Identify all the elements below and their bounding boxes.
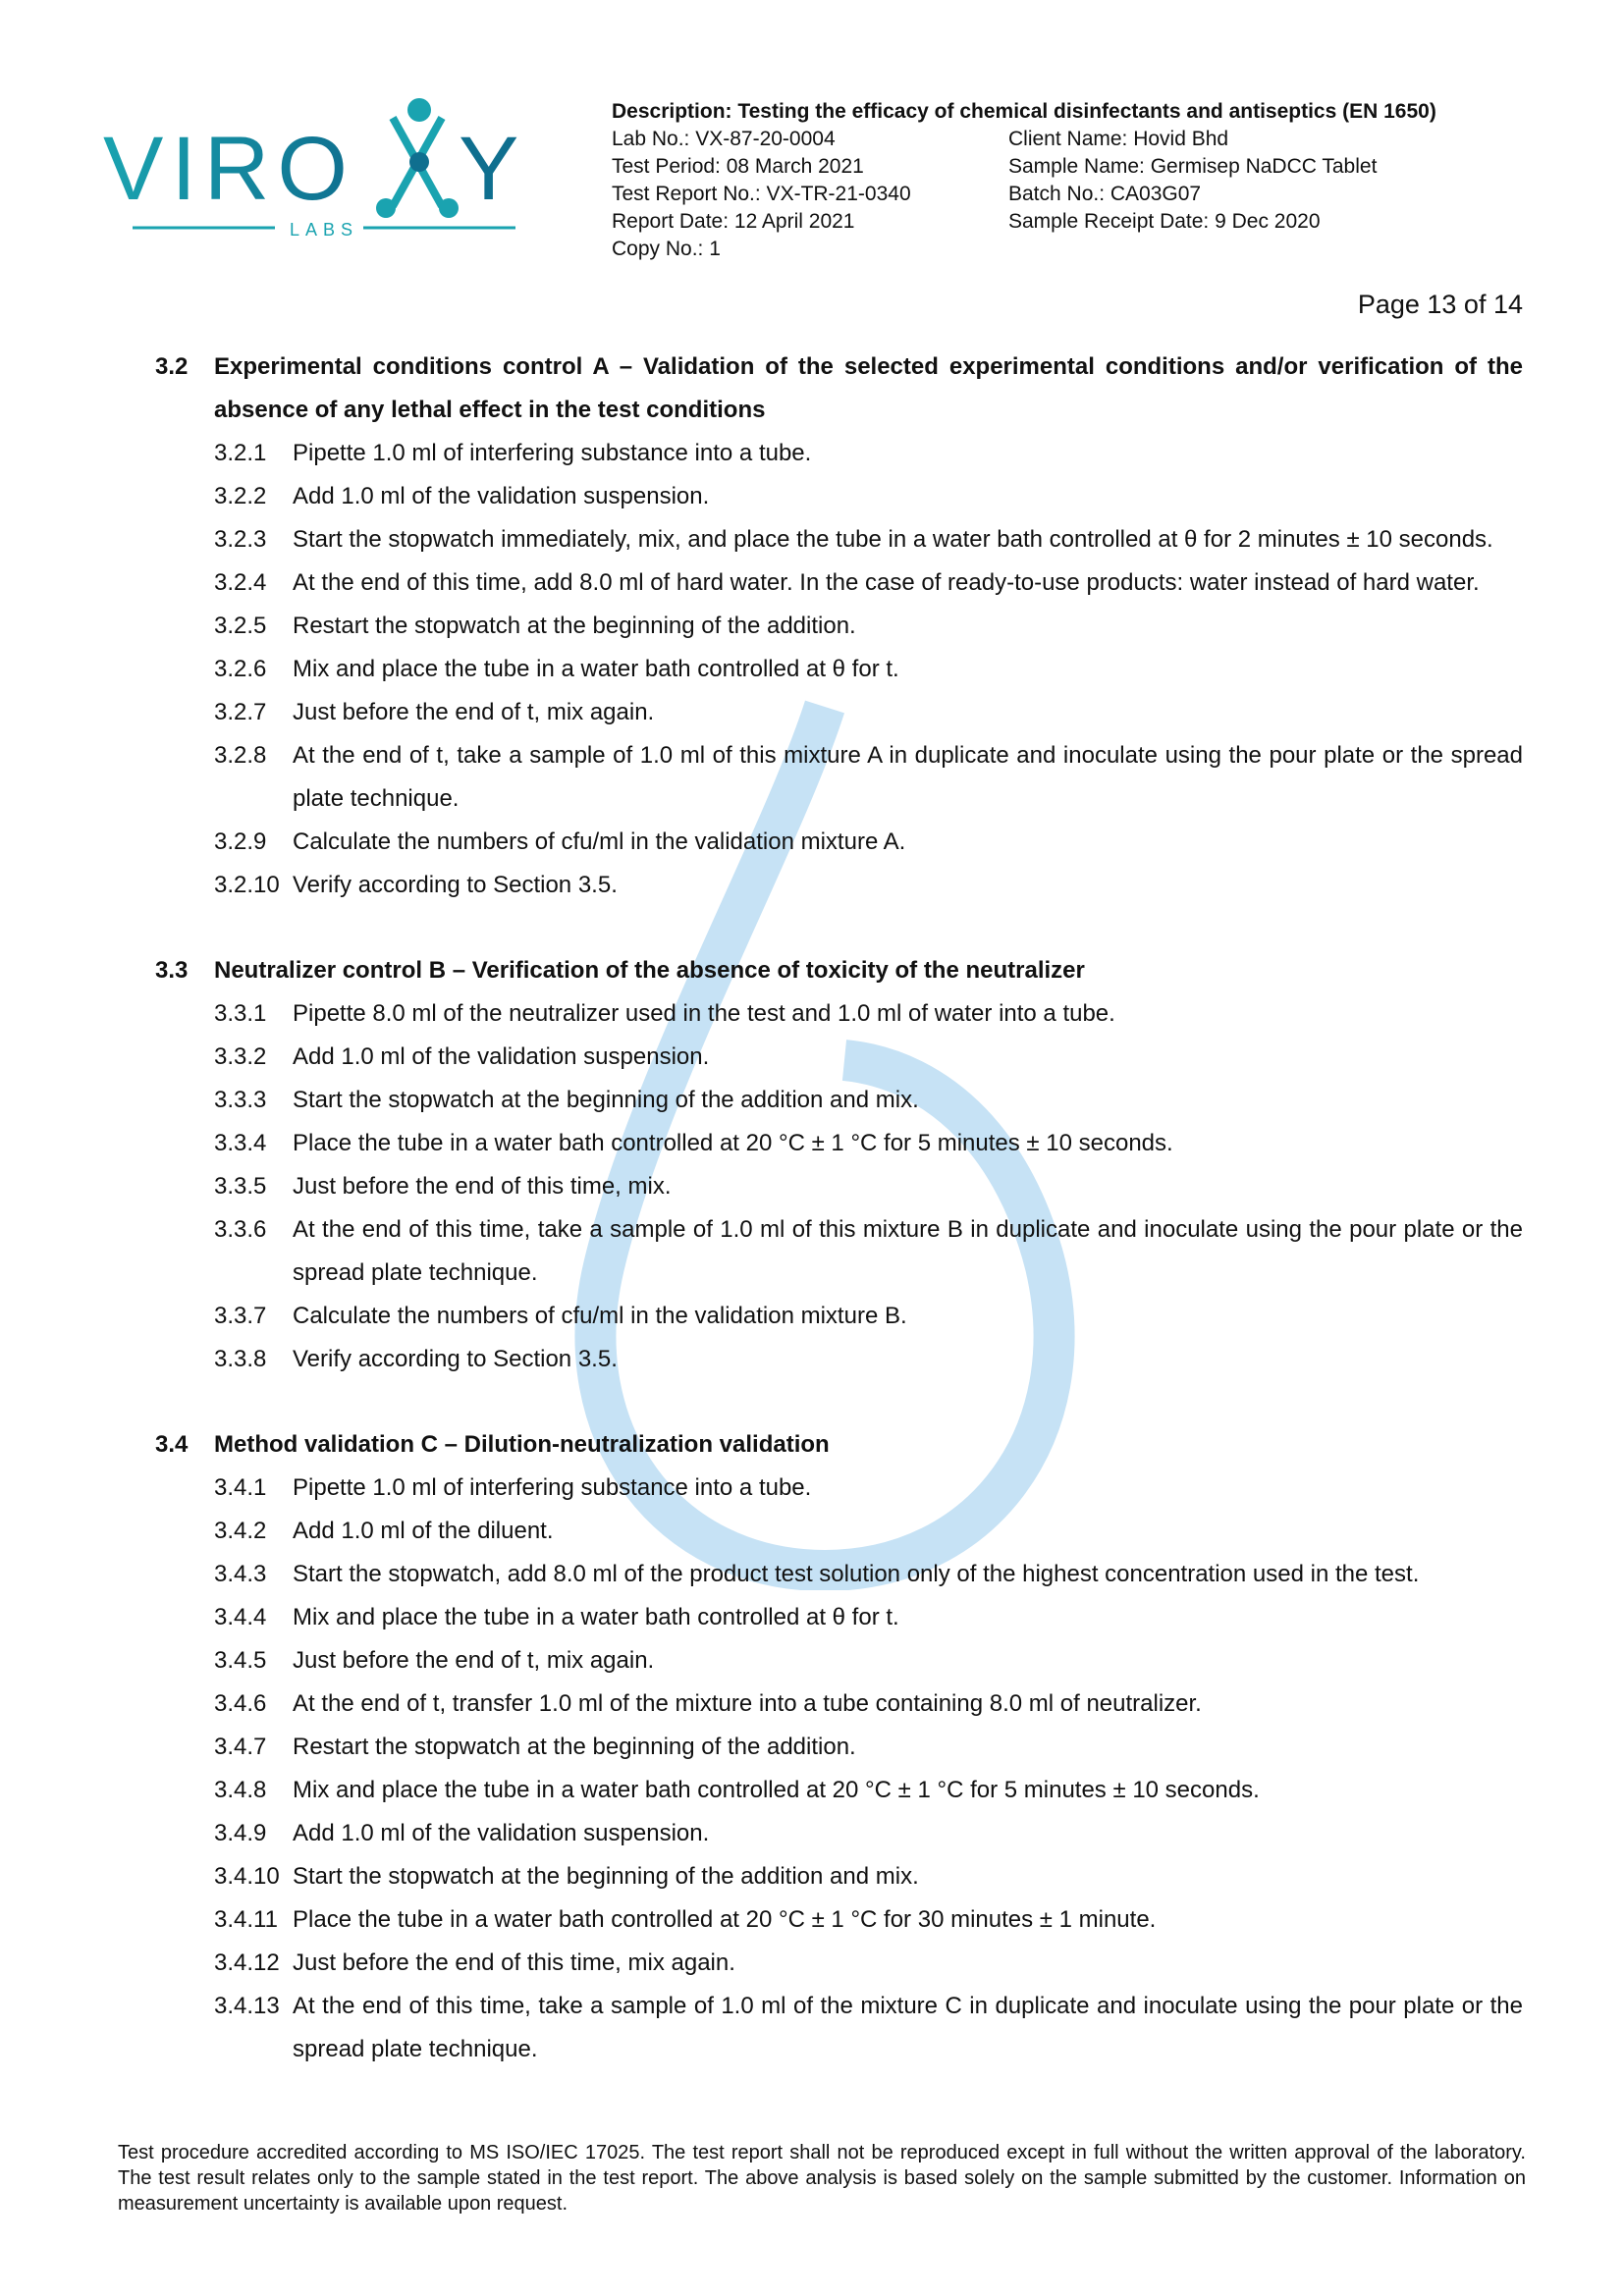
procedure-content — [155, 346, 1523, 2071]
step-number: 3.4.5 — [214, 1647, 267, 1674]
step-number: 3.4.11 — [214, 1906, 278, 1933]
step-text: Mix and place the tube in a water bath controlled at 20 °C ± 1 °C for 5 minutes ± 10 seconds. — [293, 1777, 1260, 1803]
list-item — [214, 1467, 1523, 1510]
step-text: Start the stopwatch, add 8.0 ml of the product test solution only of the highest concentration used in the test. — [293, 1561, 1420, 1587]
svg-text:VIRO: VIRO — [103, 119, 355, 219]
svg-text:LABS: LABS — [290, 220, 359, 240]
step-number: 3.3.6 — [214, 1216, 267, 1243]
step-number: 3.2.6 — [214, 656, 267, 682]
step-text: Restart the stopwatch at the beginning of the addition. — [293, 1734, 856, 1760]
client-name: Client Name: Hovid Bhd — [1008, 128, 1229, 150]
page-number: Page 13 of 14 — [1357, 290, 1523, 319]
step-number: 3.2.4 — [214, 569, 267, 596]
section-number: 3.2 — [155, 353, 189, 380]
step-text: Add 1.0 ml of the validation suspension. — [293, 1820, 710, 1846]
step-text: Just before the end of t, mix again. — [293, 1647, 655, 1674]
list-item — [214, 1942, 1523, 1985]
step-number: 3.2.5 — [214, 613, 267, 639]
molecule-icon — [376, 98, 459, 218]
batch-number: Batch No.: CA03G07 — [1008, 183, 1202, 205]
list-item — [214, 1208, 1523, 1295]
step-number: 3.4.10 — [214, 1863, 280, 1890]
section-heading — [155, 949, 1523, 992]
list-item — [214, 1726, 1523, 1769]
list-item — [214, 648, 1523, 691]
list-item — [214, 1295, 1523, 1338]
step-number: 3.3.4 — [214, 1130, 267, 1156]
section-heading — [155, 1423, 1523, 1467]
step-text: Restart the stopwatch at the beginning of the addition. — [293, 613, 856, 639]
step-number: 3.4.6 — [214, 1690, 267, 1717]
svg-text:Y: Y — [459, 119, 519, 219]
test-period: Test Period: 08 March 2021 — [612, 155, 864, 178]
step-number: 3.4.9 — [214, 1820, 267, 1846]
section-title: Experimental conditions control A – Validation of the selected experimental conditions and/or verification of the absence of any lethal effect in the test conditions — [214, 353, 1523, 423]
step-number: 3.4.1 — [214, 1474, 267, 1501]
list-item — [214, 1898, 1523, 1942]
step-text: At the end of t, transfer 1.0 ml of the mixture into a tube containing 8.0 ml of neutralizer. — [293, 1690, 1202, 1717]
sample-name: Sample Name: Germisep NaDCC Tablet — [1008, 155, 1378, 178]
list-item — [214, 1079, 1523, 1122]
section-title: Method validation C – Dilution-neutralization validation — [214, 1431, 830, 1458]
section-number: 3.3 — [155, 957, 189, 984]
step-text: Mix and place the tube in a water bath controlled at θ for t. — [293, 1604, 899, 1630]
report-header — [612, 98, 1525, 263]
step-number: 3.3.7 — [214, 1303, 267, 1329]
list-item — [214, 1165, 1523, 1208]
step-number: 3.4.13 — [214, 1993, 280, 2019]
copy-number: Copy No.: 1 — [612, 238, 721, 260]
header-right-column — [1008, 126, 1519, 263]
step-text: Just before the end of t, mix again. — [293, 699, 655, 725]
step-number: 3.4.3 — [214, 1561, 267, 1587]
list-item — [214, 475, 1523, 518]
step-text: Verify according to Section 3.5. — [293, 1346, 618, 1372]
list-item — [214, 1036, 1523, 1079]
step-text: Start the stopwatch immediately, mix, and place the tube in a water bath controlled at θ for 2 minutes ± 10 seconds. — [293, 526, 1493, 553]
step-number: 3.2.10 — [214, 872, 280, 898]
step-number: 3.3.3 — [214, 1087, 267, 1113]
step-text: Place the tube in a water bath controlled at 20 °C ± 1 °C for 30 minutes ± 1 minute. — [293, 1906, 1157, 1933]
step-text: Start the stopwatch at the beginning of the addition and mix. — [293, 1087, 919, 1113]
list-item — [214, 821, 1523, 864]
list-item — [214, 1639, 1523, 1682]
step-number: 3.4.2 — [214, 1518, 267, 1544]
step-number: 3.2.8 — [214, 742, 267, 769]
list-item — [214, 1855, 1523, 1898]
step-number: 3.4.7 — [214, 1734, 267, 1760]
list-item — [214, 992, 1523, 1036]
section-heading — [155, 346, 1523, 432]
report-date: Report Date: 12 April 2021 — [612, 210, 855, 233]
step-text: At the end of t, take a sample of 1.0 ml of this mixture A in duplicate and inoculate using the pour plate or the spread plate technique. — [293, 742, 1523, 812]
section-number: 3.4 — [155, 1431, 189, 1458]
step-number: 3.3.5 — [214, 1173, 267, 1200]
step-text: Verify according to Section 3.5. — [293, 872, 618, 898]
list-item — [214, 518, 1523, 561]
list-item — [214, 734, 1523, 821]
step-text: Just before the end of this time, mix again. — [293, 1949, 735, 1976]
step-number: 3.3.8 — [214, 1346, 267, 1372]
step-number: 3.4.12 — [214, 1949, 280, 1976]
step-text: At the end of this time, take a sample of 1.0 ml of this mixture B in duplicate and inoculate using the pour plate or the spread plate technique. — [293, 1216, 1523, 1286]
step-text: Start the stopwatch at the beginning of the addition and mix. — [293, 1863, 919, 1890]
list-item — [214, 1122, 1523, 1165]
step-text: Calculate the numbers of cfu/ml in the validation mixture A. — [293, 828, 906, 855]
step-text: Pipette 8.0 ml of the neutralizer used in the test and 1.0 ml of water into a tube. — [293, 1000, 1115, 1027]
test-report-number: Test Report No.: VX-TR-21-0340 — [612, 183, 911, 205]
list-item — [214, 1985, 1523, 2071]
list-item — [214, 1553, 1523, 1596]
step-text: Add 1.0 ml of the validation suspension. — [293, 483, 710, 509]
step-number: 3.2.1 — [214, 440, 267, 466]
list-item — [214, 605, 1523, 648]
report-description: Description: Testing the efficacy of chemical disinfectants and antiseptics (EN 1650) — [612, 100, 1436, 123]
step-number: 3.2.2 — [214, 483, 267, 509]
step-text: Pipette 1.0 ml of interfering substance into a tube. — [293, 1474, 812, 1501]
step-text: Pipette 1.0 ml of interfering substance into a tube. — [293, 440, 812, 466]
footer-disclaimer: Test procedure accredited according to MS ISO/IEC 17025. The test report shall not be reproduced except in full without the written approval of the laboratory. The test result relates only to the sample stated in the test report. The above analysis is based solely on the sample submitted by the customer. Information on measurement uncertainty is available upon request. — [118, 2142, 1526, 2215]
lab-number: Lab No.: VX-87-20-0004 — [612, 128, 836, 150]
step-number: 3.4.4 — [214, 1604, 267, 1630]
step-text: Mix and place the tube in a water bath controlled at θ for t. — [293, 656, 899, 682]
step-number: 3.2.7 — [214, 699, 267, 725]
step-number: 3.2.9 — [214, 828, 267, 855]
list-item — [214, 1769, 1523, 1812]
step-number: 3.2.3 — [214, 526, 267, 553]
sample-receipt-date: Sample Receipt Date: 9 Dec 2020 — [1008, 210, 1321, 233]
list-item — [214, 1338, 1523, 1381]
list-item — [214, 691, 1523, 734]
step-number: 3.3.2 — [214, 1043, 267, 1070]
header-left-column — [612, 126, 1008, 263]
list-item — [214, 1682, 1523, 1726]
list-item — [214, 432, 1523, 475]
step-text: Just before the end of this time, mix. — [293, 1173, 672, 1200]
list-item — [214, 864, 1523, 907]
step-text: Calculate the numbers of cfu/ml in the validation mixture B. — [293, 1303, 907, 1329]
step-number: 3.4.8 — [214, 1777, 267, 1803]
step-text: At the end of this time, take a sample of 1.0 ml of the mixture C in duplicate and inoculate using the pour plate or the spread plate technique. — [293, 1993, 1523, 2062]
section-title: Neutralizer control B – Verification of the absence of toxicity of the neutralizer — [214, 957, 1085, 984]
list-item — [214, 1812, 1523, 1855]
step-text: At the end of this time, add 8.0 ml of hard water. In the case of ready-to-use products: water instead of hard water. — [293, 569, 1480, 596]
step-text: Add 1.0 ml of the diluent. — [293, 1518, 554, 1544]
viroxy-labs-logo — [103, 98, 555, 245]
list-item — [214, 1510, 1523, 1553]
list-item — [214, 1596, 1523, 1639]
step-text: Place the tube in a water bath controlled at 20 °C ± 1 °C for 5 minutes ± 10 seconds. — [293, 1130, 1173, 1156]
list-item — [214, 561, 1523, 605]
step-number: 3.3.1 — [214, 1000, 267, 1027]
step-text: Add 1.0 ml of the validation suspension. — [293, 1043, 710, 1070]
